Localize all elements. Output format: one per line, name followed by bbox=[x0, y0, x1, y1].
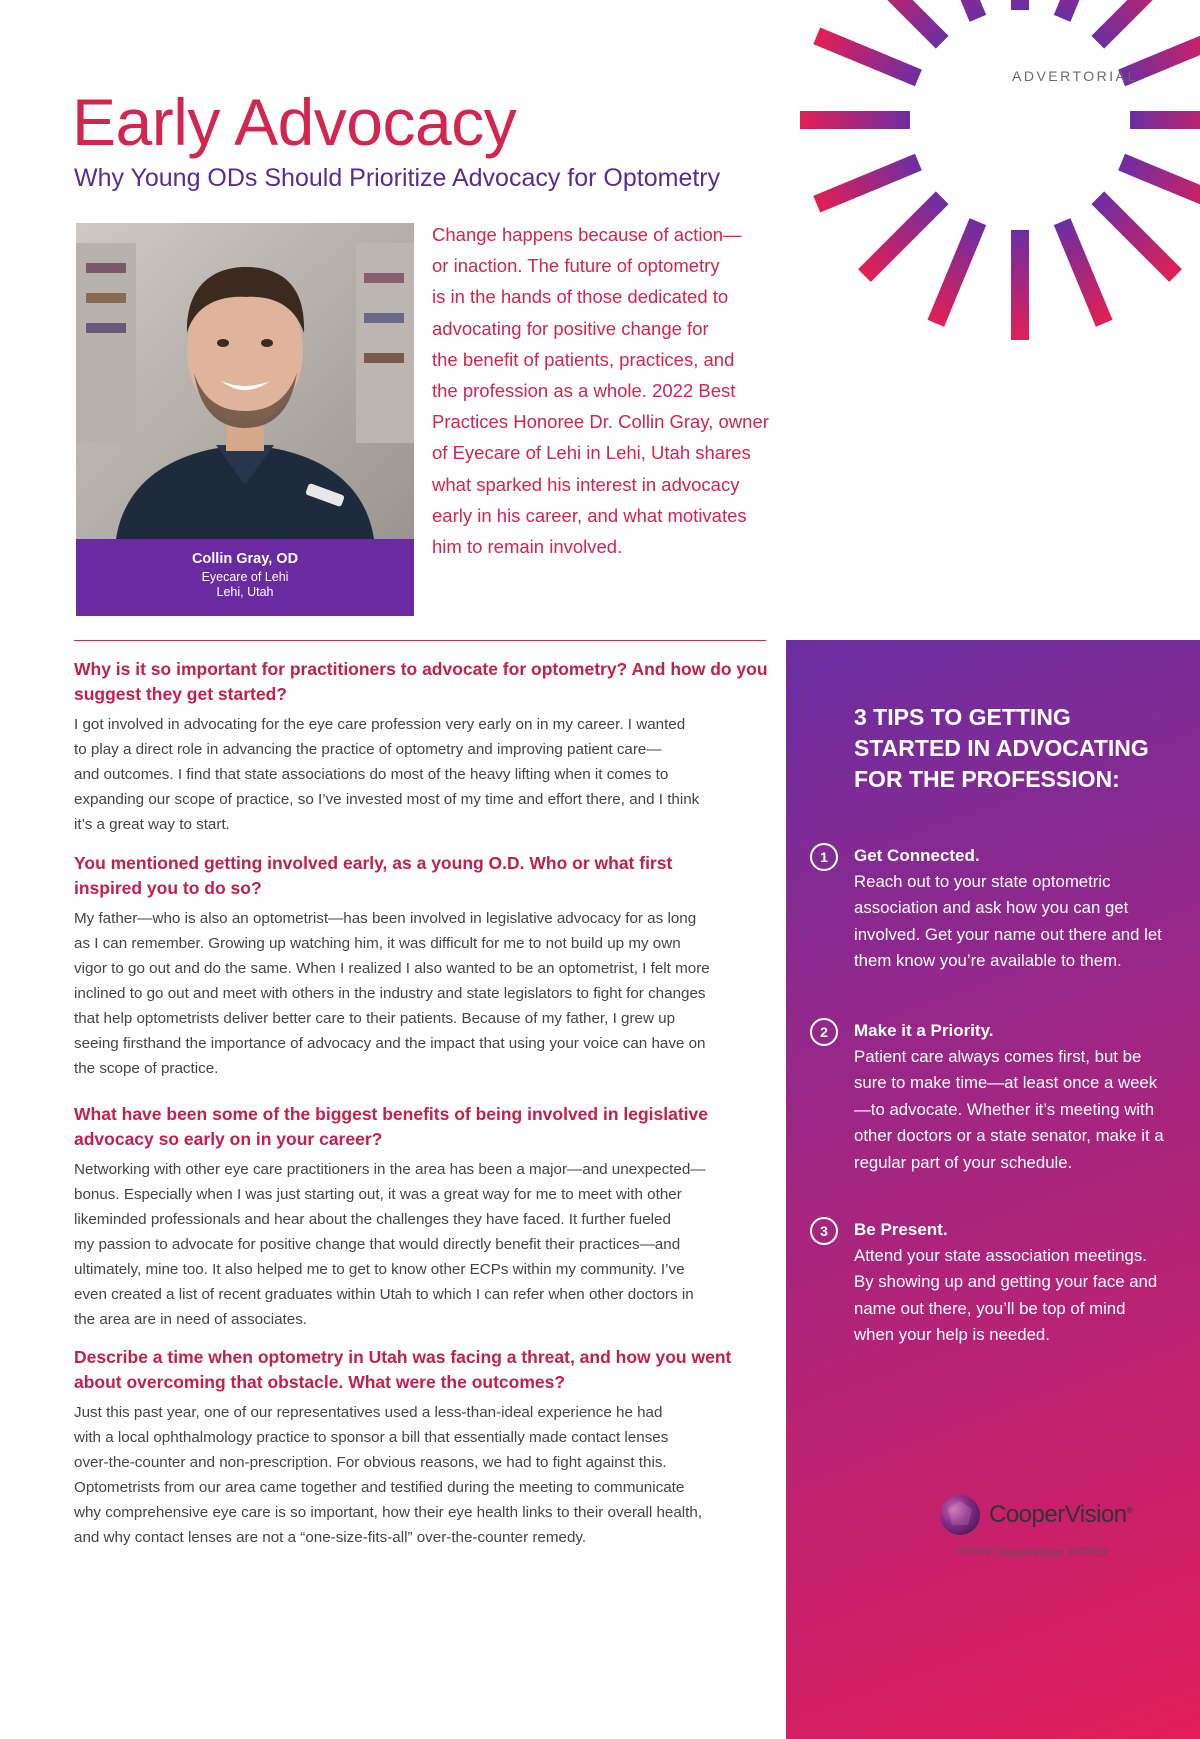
tip-body bbox=[854, 1018, 1164, 1176]
intro-paragraph bbox=[432, 219, 786, 562]
question: Why is it so important for practitioners to advocate for optometry? And how do you suggest they get started? bbox=[74, 659, 768, 704]
sunburst-ray bbox=[1011, 0, 1029, 10]
tip-number-icon: 2 bbox=[810, 1018, 838, 1046]
tip-text: Reach out to your state optometric association and ask how you can get involved. Get your name out there and let them know you’re available to them. bbox=[854, 872, 1162, 971]
profile-name: Collin Gray, OD bbox=[191, 551, 299, 567]
question: Describe a time when optometry in Utah was facing a threat, and how you went about overcoming that obstacle. What were the outcomes? bbox=[74, 1347, 732, 1392]
sunburst-ray bbox=[1054, 0, 1113, 22]
section-divider bbox=[74, 640, 766, 641]
sunburst-ray bbox=[858, 0, 949, 49]
tip-body bbox=[854, 843, 1164, 975]
answer: Networking with other eye care practitioners in the area has been a major—and unexpected— bonus. Especially when I was just starting out, it was a great way for me to meet with other likeminded professionals and hear about the challenges they have faced. It further fueled my passion to advocate for positive change that would directly benefit their practices—and ultimately, mine too. It also helped me to get to know other ECPs within my community. I’ve even created a list of recent graduates within Utah to which I can refer when other doctors in the area are in need of associates. bbox=[74, 1161, 706, 1328]
brand-text: CooperVision bbox=[989, 1501, 1127, 1528]
tips-panel bbox=[786, 640, 1200, 1739]
profile-practice: Eyecare of Lehi bbox=[201, 570, 289, 584]
tip-body bbox=[854, 1217, 1164, 1349]
profile-photo bbox=[76, 223, 414, 539]
sunburst-graphic bbox=[790, 0, 1200, 380]
sunburst-ray bbox=[1054, 218, 1113, 327]
advertorial-label: ADVERTORIAL bbox=[1012, 68, 1138, 84]
tip-number-icon: 3 bbox=[810, 1217, 838, 1245]
sunburst-ray bbox=[858, 191, 949, 282]
sunburst-ray bbox=[800, 111, 910, 129]
coopervision-logo bbox=[938, 1493, 1133, 1539]
tip-title: Make it a Priority. bbox=[854, 1021, 994, 1040]
sunburst-ray bbox=[1118, 154, 1200, 213]
sunburst-ray bbox=[1091, 0, 1182, 49]
answer: My father—who is also an optometrist—has been involved in legislative advocacy for as long as I can remember. Growing up watching him, it was difficult for me to not build up my own vigor to go out and do the same. When I realized I also wanted to be an optometrist, I felt more inclined to go out and meet with others in the industry and state legislators to fight for changes that help optometrists deliver better care to their patients. Because of my father, I grew up seeing firsthand the importance of advocacy and the impact that using your voice can have on the scope of practice. bbox=[74, 910, 710, 1077]
profile-caption bbox=[76, 539, 414, 616]
tip-title: Get Connected. bbox=[854, 846, 980, 865]
question: You mentioned getting involved early, as a young O.D. Who or what first inspired you to do so? bbox=[74, 853, 673, 898]
sunburst-ray bbox=[813, 154, 922, 213]
trademark: ® bbox=[1126, 1506, 1133, 1515]
profile-card bbox=[76, 223, 414, 616]
sunburst-ray bbox=[813, 27, 922, 86]
sunburst-ray bbox=[1130, 111, 1200, 129]
qa-block bbox=[74, 851, 769, 1081]
profile-location: Lehi, Utah bbox=[216, 585, 274, 599]
qa-block bbox=[74, 657, 769, 837]
answer: I got involved in advocating for the eye care profession very early on in my career. I wanted to play a direct role in advancing the practice of optometry and improving patient care— and outcomes. I find that state associations do most of the heavy lifting when it comes to expanding our scope of practice, so I’ve invested most of my time and effort there, and I think it’s a great way to start. bbox=[74, 716, 700, 833]
tip-text: Patient care always comes first, but be sure to make time—at least once a week—to advocate. Whether it’s meeting with other doctors or a state senator, make it a regular part of your schedule. bbox=[854, 1047, 1164, 1172]
tip-number-icon: 1 bbox=[810, 843, 838, 871]
question: What have been some of the biggest benefits of being involved in legislative advocacy so early on in your career? bbox=[74, 1104, 708, 1149]
sunburst-ray bbox=[927, 0, 986, 22]
tip-text: Attend your state association meetings. By showing up and getting your face and name out there, you’ll be top of mind when your help is needed. bbox=[854, 1246, 1158, 1345]
page-title: Early Advocacy bbox=[72, 85, 517, 159]
sunburst-ray bbox=[1091, 191, 1182, 282]
tips-title: 3 TIPS TO GETTING STARTED IN ADVOCATING FOR THE PROFESSION: bbox=[854, 704, 1149, 792]
answer: Just this past year, one of our representatives used a less-than-ideal experience he had with a local ophthalmology practice to sponsor a bill that essentially made contact lenses over-the-counter and non-prescription. For obvious reasons, we had to fight against this. Optometrists from our area came together and testified during the meeting to communicate why comprehensive eye care is so important, how their eye health links to their overall health, and why contact lenses are not a “one-size-fits-all” over-the-counter remedy. bbox=[74, 1404, 703, 1546]
intro-text: Change happens because of action— or inaction. The future of optometry is in the hands of those dedicated to advocating for positive change for the benefit of patients, practices, and the profession as a whole. 2022 Best Practices Honoree Dr. Collin Gray, owner of Eyecare of Lehi in Lehi, Utah shares what sparked his interest in advocacy early in his career, and what motivates him to remain involved. bbox=[432, 224, 769, 558]
coopervision-orb-icon bbox=[938, 1493, 982, 1537]
brand-name bbox=[989, 1501, 1132, 1529]
qa-block bbox=[74, 1345, 769, 1550]
copyright: ©2022 CooperVision 10/2022 bbox=[958, 1547, 1109, 1559]
sunburst-ray bbox=[1011, 230, 1029, 340]
qa-block bbox=[74, 1102, 769, 1332]
page-subtitle: Why Young ODs Should Prioritize Advocacy for Optometry bbox=[74, 164, 721, 192]
tip-title: Be Present. bbox=[854, 1220, 948, 1239]
sunburst-ray bbox=[927, 218, 986, 327]
